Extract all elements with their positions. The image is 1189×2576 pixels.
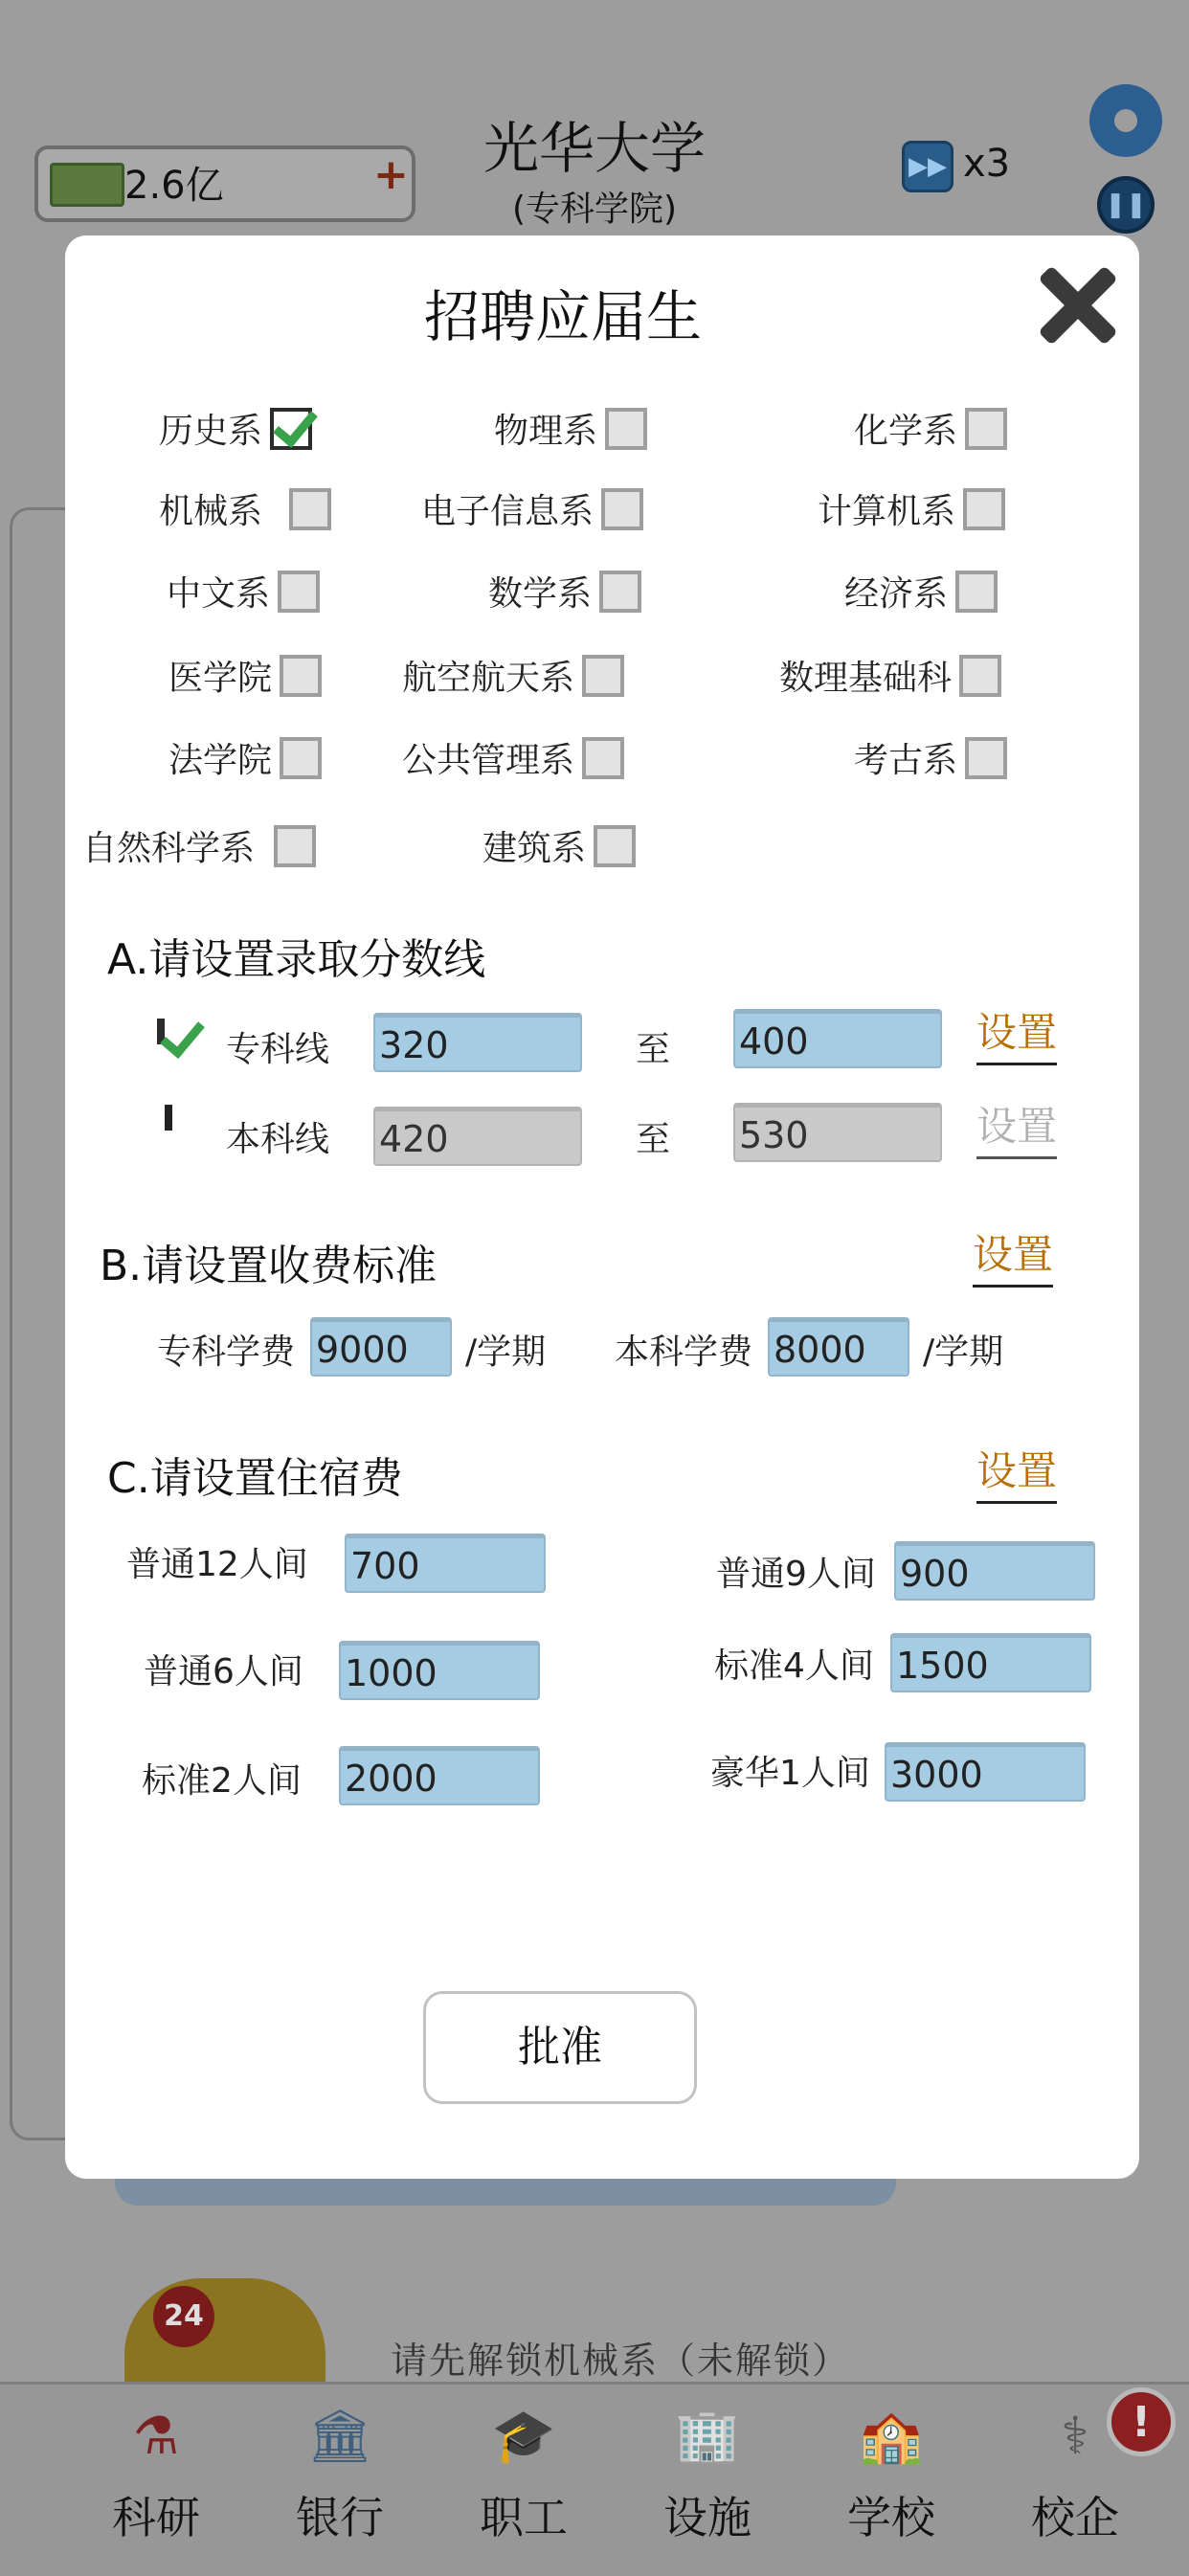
dept-aerospace[interactable]: 航空航天系 xyxy=(402,651,624,700)
dept-architecture[interactable]: 建筑系 xyxy=(482,821,636,870)
dept-chinese[interactable]: 中文系 xyxy=(167,567,320,616)
money-amount: 2.6亿 xyxy=(124,164,224,208)
junior-line-label: 专科线 xyxy=(226,1030,330,1069)
bachelor-line-checkbox[interactable] xyxy=(165,1105,172,1131)
unlock-hint: 请先解锁机械系（未解锁） xyxy=(391,2340,851,2382)
dept-economics[interactable]: 经济系 xyxy=(844,567,998,616)
nav-staff[interactable]: 🎓 职工 xyxy=(452,2403,595,2546)
flask-icon: ⚗ xyxy=(132,2406,180,2466)
room-9-label: 普通9人间 xyxy=(716,1555,876,1594)
dept-medical[interactable]: 医学院 xyxy=(168,651,322,700)
nav-bank[interactable]: 🏛 银行 xyxy=(268,2403,412,2546)
bachelor-fee-unit: /学期 xyxy=(923,1333,1004,1372)
dept-science-basics[interactable]: 数理基础科 xyxy=(779,651,1001,700)
service-agent-icon[interactable] xyxy=(124,2278,325,2384)
university-name: 光华大学 xyxy=(482,116,706,181)
section-c-title: C.请设置住宿费 xyxy=(107,1454,403,1503)
school-icon: 🏫 xyxy=(859,2406,924,2466)
room-12-label: 普通12人间 xyxy=(126,1545,308,1584)
room-9-input[interactable]: 900 xyxy=(894,1541,1095,1601)
checkbox[interactable] xyxy=(582,737,624,779)
checkbox[interactable] xyxy=(965,408,1007,450)
approve-button[interactable]: 批准 xyxy=(423,1991,697,2104)
room-2-label: 标准2人间 xyxy=(142,1761,302,1801)
building-icon: 🏢 xyxy=(675,2406,740,2466)
checkbox[interactable] xyxy=(965,737,1007,779)
checkbox[interactable] xyxy=(278,571,320,613)
room-4-input[interactable]: 1500 xyxy=(890,1633,1091,1692)
dept-law[interactable]: 法学院 xyxy=(168,733,322,782)
junior-min-score-input[interactable]: 320 xyxy=(373,1013,582,1072)
junior-line-checkbox[interactable] xyxy=(157,1019,165,1044)
checkbox[interactable] xyxy=(963,488,1005,530)
dept-physics[interactable]: 物理系 xyxy=(494,404,647,453)
dept-archaeology[interactable]: 考古系 xyxy=(854,733,1007,782)
room-4-label: 标准4人间 xyxy=(714,1646,874,1686)
section-a-title: A.请设置录取分数线 xyxy=(107,935,486,984)
checkbox[interactable] xyxy=(280,655,322,697)
bachelor-line-set-button[interactable]: 设置 xyxy=(976,1095,1057,1159)
badge-24: 24 xyxy=(153,2286,214,2347)
checkbox[interactable] xyxy=(605,408,647,450)
checkbox[interactable] xyxy=(599,571,641,613)
nav-research[interactable]: ⚗ 科研 xyxy=(84,2403,228,2546)
dept-mechanical[interactable]: 机械系 xyxy=(159,484,331,533)
bachelor-min-score-input[interactable]: 420 xyxy=(373,1107,582,1166)
nav-enterprise[interactable]: ⚕ 校企 xyxy=(1003,2403,1147,2546)
gear-icon[interactable] xyxy=(1089,84,1162,157)
fast-forward-icon[interactable]: ▶▶ xyxy=(902,141,953,192)
bachelor-fee-input[interactable]: 8000 xyxy=(768,1317,909,1377)
close-icon[interactable] xyxy=(1032,262,1118,348)
side-panel xyxy=(10,507,70,2140)
to-label: 至 xyxy=(636,1120,671,1159)
checkbox-checked[interactable] xyxy=(270,408,312,450)
checkbox[interactable] xyxy=(280,737,322,779)
room-1-input[interactable]: 3000 xyxy=(885,1742,1086,1802)
junior-fee-input[interactable]: 9000 xyxy=(310,1317,452,1377)
dept-history[interactable]: 历史系 xyxy=(159,404,312,453)
checkbox[interactable] xyxy=(594,825,636,867)
recruit-graduates-dialog xyxy=(65,235,1139,2179)
add-money-icon[interactable]: + xyxy=(373,150,409,199)
section-b-title: B.请设置收费标准 xyxy=(100,1242,437,1290)
money-icon xyxy=(50,163,124,207)
dept-electronics[interactable]: 电子信息系 xyxy=(421,484,643,533)
dept-public-admin[interactable]: 公共管理系 xyxy=(402,733,624,782)
checkbox[interactable] xyxy=(289,488,331,530)
bachelor-fee-label: 本科学费 xyxy=(615,1333,753,1372)
speed-multiplier: x3 xyxy=(963,142,1011,186)
university-type: (专科学院) xyxy=(511,190,678,229)
dept-natural-science[interactable]: 自然科学系 xyxy=(82,821,316,870)
dialog-title: 招聘应届生 xyxy=(423,284,702,349)
alert-icon[interactable]: ! xyxy=(1107,2387,1176,2456)
graduation-cap-icon: 🎓 xyxy=(491,2406,556,2466)
checkbox[interactable] xyxy=(582,655,624,697)
nav-school[interactable]: 🏫 学校 xyxy=(819,2403,963,2546)
junior-fee-unit: /学期 xyxy=(465,1333,547,1372)
money-display[interactable] xyxy=(34,146,415,222)
bank-icon: 🏛 xyxy=(306,2406,373,2466)
dorm-set-button[interactable]: 设置 xyxy=(976,1440,1057,1504)
room-6-label: 普通6人间 xyxy=(144,1652,303,1691)
fee-set-button[interactable]: 设置 xyxy=(973,1223,1053,1288)
dept-math[interactable]: 数学系 xyxy=(488,567,641,616)
bachelor-max-score-input[interactable]: 530 xyxy=(733,1103,942,1162)
junior-line-set-button[interactable]: 设置 xyxy=(976,1001,1057,1065)
to-label: 至 xyxy=(636,1030,671,1069)
checkbox[interactable] xyxy=(959,655,1001,697)
checkbox[interactable] xyxy=(274,825,316,867)
bachelor-line-label: 本科线 xyxy=(226,1120,330,1159)
doctor-icon: ⚕ xyxy=(1061,2406,1089,2466)
room-12-input[interactable]: 700 xyxy=(345,1534,546,1593)
junior-max-score-input[interactable]: 400 xyxy=(733,1009,942,1068)
room-2-input[interactable]: 2000 xyxy=(339,1746,540,1805)
room-1-label: 豪华1人间 xyxy=(710,1754,870,1793)
nav-facilities[interactable]: 🏢 设施 xyxy=(636,2403,779,2546)
room-6-input[interactable]: 1000 xyxy=(339,1641,540,1700)
dept-computer[interactable]: 计算机系 xyxy=(818,484,1005,533)
pause-icon[interactable]: ❚❚ xyxy=(1097,176,1155,234)
dept-chemistry[interactable]: 化学系 xyxy=(854,404,1007,453)
checkbox[interactable] xyxy=(601,488,643,530)
checkbox[interactable] xyxy=(955,571,998,613)
junior-fee-label: 专科学费 xyxy=(157,1333,296,1372)
